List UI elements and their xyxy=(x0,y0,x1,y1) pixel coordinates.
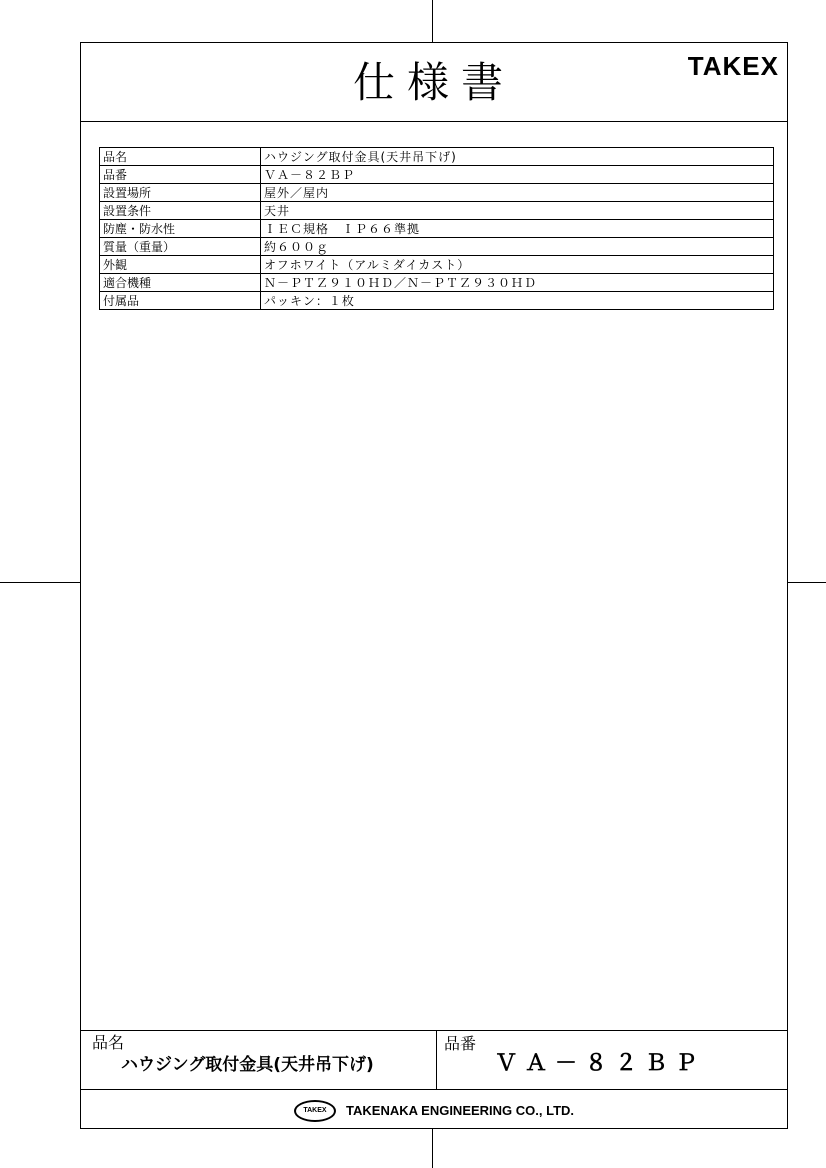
document-header xyxy=(81,43,787,122)
table-row xyxy=(100,148,774,166)
footer-product-name-box xyxy=(81,1030,437,1089)
footer-name-label: 品名 xyxy=(92,1033,125,1052)
document-frame xyxy=(80,42,788,1129)
spec-value: ＶＡ－８２ＢＰ xyxy=(261,166,774,184)
spec-label: 質量（重量） xyxy=(100,238,261,256)
footer-product-code-box xyxy=(437,1030,787,1089)
brand-logo: TAKEX xyxy=(687,51,779,81)
footer-product-code: ＶＡ－８２ＢＰ xyxy=(495,1051,706,1076)
crop-mark-right xyxy=(787,582,826,583)
spec-value: オフホワイト（アルミダイカスト） xyxy=(261,256,774,274)
spec-label: 適合機種 xyxy=(100,274,261,292)
spec-label: 外観 xyxy=(100,256,261,274)
company-line xyxy=(81,1098,787,1123)
spec-label: 設置条件 xyxy=(100,202,261,220)
table-row xyxy=(100,220,774,238)
table-row xyxy=(100,166,774,184)
crop-mark-top xyxy=(432,0,433,42)
spec-value: 天井 xyxy=(261,202,774,220)
document-title: 仕様書 xyxy=(352,58,515,107)
spec-label: 防塵・防水性 xyxy=(100,220,261,238)
table-row xyxy=(100,274,774,292)
spec-value: ＩＥＣ規格 ＩＰ６６準拠 xyxy=(261,220,774,238)
spec-value: 屋外／屋内 xyxy=(261,184,774,202)
table-row xyxy=(100,292,774,310)
footer-product-name: ハウジング取付金具(天井吊下げ) xyxy=(121,1055,374,1075)
table-row xyxy=(100,202,774,220)
company-bar xyxy=(81,1089,787,1129)
spec-value: パッキン：１枚 xyxy=(261,292,774,310)
footer-code-label: 品番 xyxy=(444,1034,477,1053)
crop-mark-left xyxy=(0,582,80,583)
takex-badge-logo: TAKEX xyxy=(294,1100,336,1122)
company-name: TAKENAKA ENGINEERING CO., LTD. xyxy=(346,1102,575,1118)
crop-mark-bottom xyxy=(432,1128,433,1168)
table-row xyxy=(100,184,774,202)
spec-label: 品名 xyxy=(100,148,261,166)
table-row xyxy=(100,256,774,274)
table-row xyxy=(100,238,774,256)
spec-value: 約６００ｇ xyxy=(261,238,774,256)
spec-label: 付属品 xyxy=(100,292,261,310)
spec-label: 設置場所 xyxy=(100,184,261,202)
spec-label: 品番 xyxy=(100,166,261,184)
spec-value: Ｎ－ＰＴＺ９１０ＨＤ／Ｎ－ＰＴＺ９３０ＨＤ xyxy=(261,274,774,292)
spec-value: ハウジング取付金具(天井吊下げ) xyxy=(261,148,774,166)
spec-table xyxy=(99,147,774,310)
